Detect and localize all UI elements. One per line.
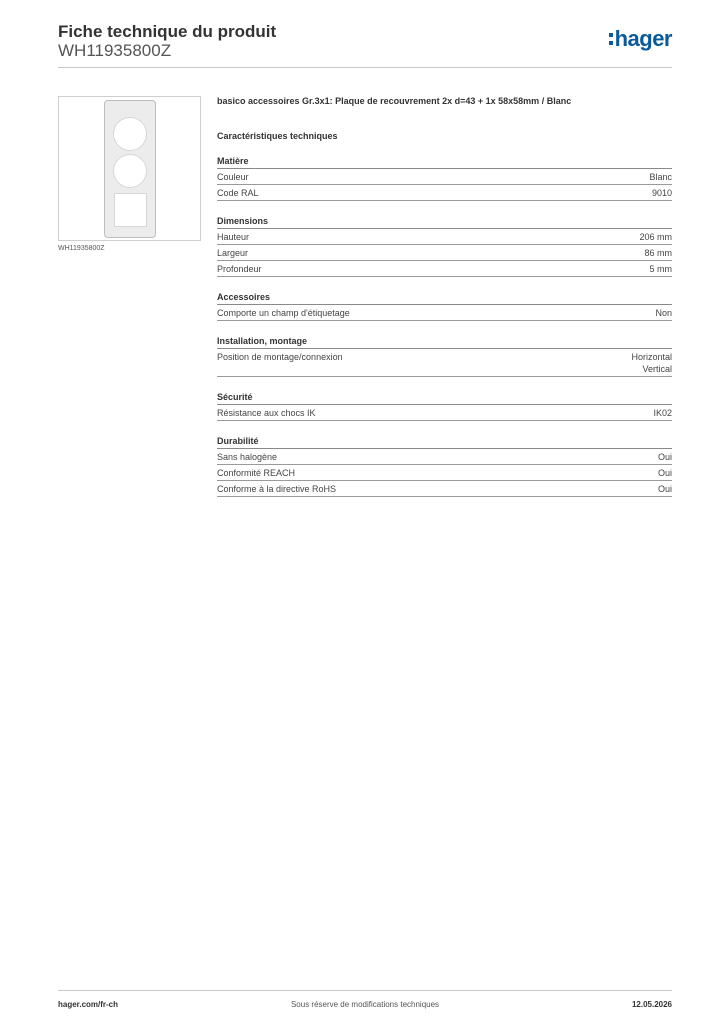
product-description: basico accessoires Gr.3x1: Plaque de recouvrement 2x d=43 + 1x 58x58mm / Blanc (217, 96, 572, 106)
spec-value (649, 171, 672, 183)
spec-value-line: 5 mm (649, 264, 672, 274)
spec-value (644, 247, 672, 259)
spec-label: Hauteur (217, 232, 250, 242)
spec-label: Position de montage/connexion (217, 352, 343, 362)
spec-value (658, 451, 672, 463)
group-title: Matière (217, 156, 672, 169)
square-cutout (114, 193, 147, 227)
product-image (58, 96, 201, 241)
spec-value (650, 263, 673, 275)
spec-row (217, 305, 672, 321)
logo-text: hager (614, 26, 672, 51)
group-title: Durabilité (217, 436, 672, 449)
footer-notice: Sous réserve de modifications techniques (290, 1000, 440, 1009)
spec-groups (217, 156, 672, 497)
spec-value (653, 407, 672, 419)
hager-logo (609, 26, 672, 52)
spec-row (217, 465, 672, 481)
group-title: Installation, montage (217, 336, 672, 349)
spec-value-line: Horizontal (631, 352, 672, 362)
round-cutout-top (113, 117, 147, 151)
spec-value-line: 9010 (651, 188, 672, 198)
group-title: Dimensions (217, 216, 672, 229)
spec-content (217, 96, 672, 497)
spec-row (217, 261, 672, 277)
spec-label: Profondeur (217, 264, 262, 274)
spec-label: Code RAL (217, 188, 259, 198)
spec-label: Largeur (217, 248, 249, 258)
spec-value-line: Blanc (649, 172, 672, 182)
spec-row (217, 405, 672, 421)
logo-dots-icon (609, 31, 613, 47)
spec-value (655, 307, 672, 319)
spec-value (639, 231, 672, 243)
spec-row (217, 349, 672, 377)
spec-group (217, 292, 672, 321)
cover-plate-illustration (104, 100, 156, 238)
footer-date: 12.05.2026 (631, 1000, 672, 1009)
group-title: Accessoires (217, 292, 672, 305)
page-footer (58, 990, 672, 1014)
spec-value-line: Vertical (642, 364, 672, 374)
spec-value-line: Non (655, 308, 672, 318)
spec-value-line: 86 mm (644, 248, 672, 258)
product-reference: WH11935800Z (58, 41, 172, 60)
footer-website: hager.com/fr-ch (58, 1000, 119, 1009)
group-title: Sécurité (217, 392, 672, 405)
spec-group (217, 216, 672, 277)
spec-value-line: Oui (657, 484, 672, 494)
spec-row (217, 229, 672, 245)
spec-label: Conformité REACH (217, 468, 296, 478)
spec-row (217, 481, 672, 497)
spec-label: Comporte un champ d'étiquetage (217, 308, 350, 318)
spec-value (658, 467, 672, 479)
spec-label: Couleur (217, 172, 249, 182)
spec-label: Sans halogène (217, 452, 278, 462)
spec-label: Résistance aux chocs IK (217, 408, 316, 418)
spec-value-line: IK02 (653, 408, 672, 418)
spec-value-line: 206 mm (639, 232, 672, 242)
spec-group (217, 336, 672, 377)
spec-value-line: Oui (657, 468, 672, 478)
spec-row (217, 245, 672, 261)
spec-value (652, 187, 672, 199)
spec-group (217, 156, 672, 201)
spec-value (631, 351, 672, 375)
spec-value-line: Oui (657, 452, 672, 462)
page-header (58, 20, 672, 68)
image-caption: WH11935800Z (58, 245, 105, 252)
spec-value (658, 483, 672, 495)
spec-row (217, 185, 672, 201)
spec-label: Conforme à la directive RoHS (217, 484, 337, 494)
spec-row (217, 449, 672, 465)
spec-row (217, 169, 672, 185)
document-title: Fiche technique du produit (58, 22, 277, 41)
spec-group (217, 436, 672, 497)
round-cutout-middle (113, 154, 147, 188)
section-heading: Caractéristiques techniques (217, 131, 338, 141)
spec-group (217, 392, 672, 421)
